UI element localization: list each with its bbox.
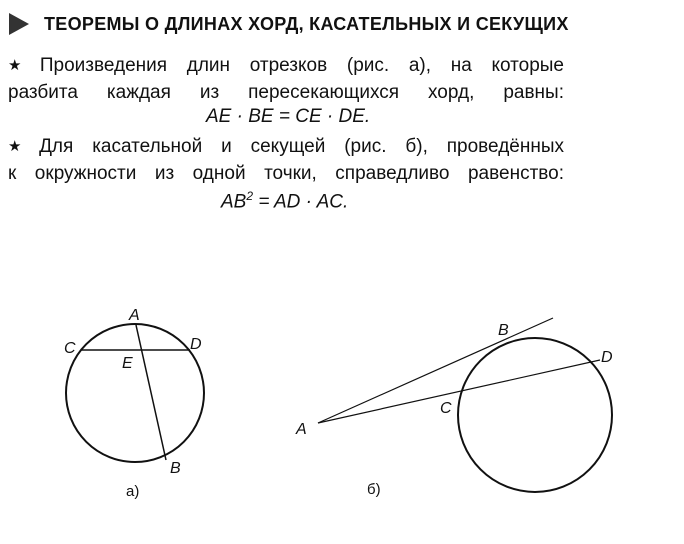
label-c-fig-b: C bbox=[440, 400, 452, 417]
star-icon: ★ bbox=[8, 57, 36, 74]
circle-b bbox=[458, 338, 612, 492]
label-b-fig-a: B bbox=[170, 460, 181, 477]
chord-ab bbox=[136, 325, 166, 460]
formula-tangent-secant: $AB^2$ = AD · AC. bbox=[221, 189, 349, 213]
label-c-fig-a: C bbox=[64, 340, 76, 357]
formula-chords: AE · BE = CE · DE. bbox=[206, 106, 371, 127]
figure-b bbox=[295, 318, 613, 498]
label-e-fig-a: E bbox=[122, 355, 133, 372]
theorem-chords-line-1: ★ Произведения длин отрезков (рис. а), на которые bbox=[8, 55, 565, 76]
theorem-tangent-line-2: к окружности из одной точки, справедливо равенство: bbox=[8, 163, 564, 184]
figure-a bbox=[64, 307, 204, 500]
label-d-fig-a: D bbox=[190, 336, 202, 353]
label-b-fig-b: B bbox=[498, 322, 509, 339]
tangent-line bbox=[318, 318, 553, 423]
theorem-chords-line-2: разбита каждая из пересекающихся хорд, равны: bbox=[8, 82, 564, 103]
section-title: ТЕОРЕМЫ О ДЛИНАХ ХОРД, КАСАТЕЛЬНЫХ И СЕКУЩИХ bbox=[44, 14, 569, 34]
caption-a: а) bbox=[126, 483, 140, 500]
label-d-fig-b: D bbox=[601, 349, 613, 366]
label-a-fig-b: A bbox=[296, 421, 307, 438]
circle-a bbox=[66, 324, 204, 462]
theorem-tangent-line-1: ★ Для касательной и секущей (рис. б), проведённых bbox=[8, 136, 564, 157]
label-a-fig-a: A bbox=[129, 307, 140, 324]
star-icon: ★ bbox=[8, 138, 36, 155]
caption-b: б) bbox=[367, 481, 381, 498]
